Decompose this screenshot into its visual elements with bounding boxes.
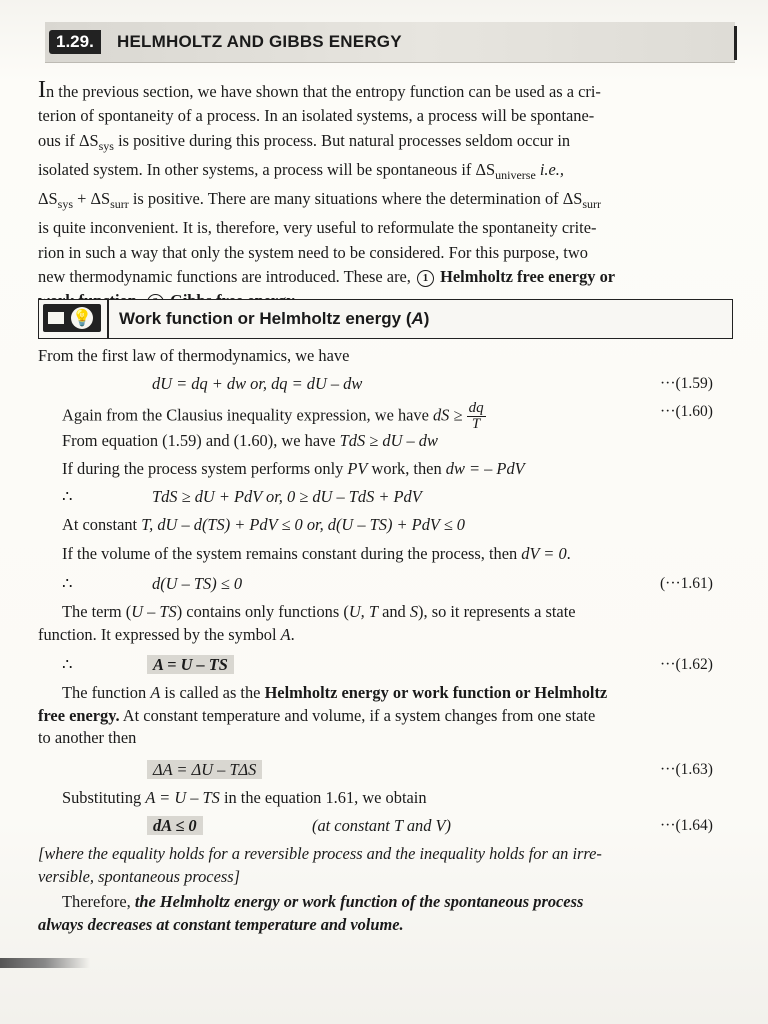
text: work, then [367,459,446,478]
intro-text: n the previous section, we have shown that the entropy function can be used as a cri- [46,82,601,101]
body-text [62,787,427,809]
section-number: 1.29. [49,30,101,54]
therefore-symbol: ∴ [62,574,73,593]
section-heading [45,22,735,63]
equation-number: ···(1.64) [660,817,713,834]
highlighted-equation: ΔA = ΔU – TΔS [147,760,262,779]
title-var: A [411,309,424,328]
note-line: versible, spontaneous process] [38,866,240,886]
intro-text: i.e., [535,159,565,179]
intro-text: new thermodynamic functions are introduced. These are, [38,267,416,287]
equation-1-62 [147,654,234,676]
title-text: Work function or Helmholtz energy ( [119,309,412,328]
scan-smudge [0,958,90,968]
note-line: [where the equality holds for a reversible process and the inequality holds for an irre- [38,844,602,863]
body-text [62,401,486,432]
intro-line-1 [38,77,733,104]
conclusion [62,891,583,913]
emphasized-text: the Helmholtz energy or work function of the spontaneous process [134,892,584,911]
inline-var: A [280,625,291,644]
text: ), so it represents a state [418,602,576,621]
text: Again from the Clausius inequality expression, we have [62,405,433,425]
inline-var: PV [347,459,368,478]
equation-number: ···(1.59) [660,375,713,392]
subscript: surr [110,197,129,212]
inline-equation: , dU – d(TS) + PdV ≤ 0 or, d(U – TS) + PdV ≤ 0 [149,515,465,534]
intro-line-5 [38,187,733,216]
intro-text: + ΔS [73,189,111,209]
emphasized-text: always decreases at constant temperature and volume. [38,915,404,934]
inline-equation: U – TS [131,602,177,621]
body-text [62,514,465,536]
text: Therefore, [62,892,135,911]
intro-line-8 [38,265,733,289]
inline-equation: dV = 0 [521,544,567,563]
bold-term: Helmholtz energy or work function or Helmholtz [264,683,608,702]
bulb-shape: 💡 [72,308,92,327]
fraction [467,401,486,432]
lightbulb-icon [43,304,101,332]
equation-1-63 [147,759,262,781]
inline-equation: dw = – PdV [445,459,525,478]
body-text [38,705,595,727]
text: ) contains only functions ( [176,602,349,621]
equation-number: (···1.61) [660,575,713,592]
text: . [290,625,295,644]
subsection-heading [38,299,733,339]
intro-text: is positive during this process. But natural processes seldom occur in [113,130,571,150]
text: in the equation 1.61, we obtain [219,788,427,807]
body-text [62,682,607,704]
intro-text: ous if ΔS [38,130,99,150]
heading-rule [734,26,737,60]
drop-cap: I [38,77,46,103]
equation-condition: (at constant T and V) [312,816,452,835]
highlighted-equation: A = U – TS [147,655,234,674]
text: The function [62,683,151,702]
text: If the volume of the system remains constant during the process, then [62,544,522,563]
text: At constant [62,515,142,534]
bold-term: free energy. [38,706,120,725]
inline-var: U, T [348,602,378,621]
circled-number: 1 [417,270,434,287]
title-text: ) [423,309,430,328]
body-text [62,458,525,480]
text: function. It expressed by the symbol [38,625,281,644]
text: is called as the [160,683,265,702]
highlighted-equation: dA ≤ 0 [147,816,203,835]
body-text [62,601,576,623]
body-text [38,624,295,646]
equation-1-61: d(U – TS) ≤ 0 [152,574,243,593]
subsection-title [119,308,429,330]
subscript: surr [582,197,602,212]
body-text: to another then [38,728,137,747]
intro-line-3 [38,129,733,158]
therefore-symbol: ∴ [62,655,73,674]
equation-number: ···(1.62) [660,656,713,673]
intro-text: isolated system. In other systems, a process will be spontaneous if ΔS [38,159,496,179]
text: Substituting [62,788,146,807]
equation-1-59: dU = dq + dw or, dq = dU – dw [152,374,363,393]
note [38,843,733,888]
subscript: sys [57,197,73,212]
body-text: From the first law of thermodynamics, we have [38,346,350,365]
body-text [62,543,571,565]
equation-number: ···(1.63) [660,761,713,778]
text: The term ( [62,602,132,621]
intro-text: ΔS [38,189,58,209]
intro-paragraph [38,77,733,314]
intro-line-7: rion in such a way that only the system need to be considered. For this purpose, two [38,242,588,262]
numerator: dq [468,400,484,416]
equation-1-64 [147,815,203,837]
inline-var: S [409,602,419,621]
inline-equation: TdS ≥ dU – dw [339,431,438,450]
conclusion [38,914,404,936]
inline-equation: A = U – TS [145,788,220,807]
inline-var: T [141,515,150,534]
intro-text: is positive. There are many situations where the determination of ΔS [128,189,583,209]
denominator: T [471,416,481,432]
equation-number: ···(1.60) [660,403,713,420]
text: If during the process system performs only [62,459,348,478]
intro-line-4 [38,158,733,187]
body-text [62,430,438,452]
therefore-symbol: ∴ [62,487,73,506]
text: and [377,602,410,621]
intro-line-2: terion of spontaneity of a process. In an isolated systems, a process will be spontane- [38,106,595,126]
subscript: universe [495,167,536,182]
text: . [566,544,571,563]
text: At constant temperature and volume, if a system changes from one state [119,706,596,725]
book-shape [48,312,64,324]
subscript: sys [98,138,114,153]
inline-var: A [150,683,161,702]
text: From equation (1.59) and (1.60), we have [62,431,340,450]
equation: TdS ≥ dU + PdV or, 0 ≥ dU – TdS + PdV [152,487,422,506]
heading-divider [107,300,109,338]
term-helmholtz: Helmholtz free energy or [440,267,616,287]
section-title: HELMHOLTZ AND GIBBS ENERGY [117,32,402,51]
equation-1-60: dS ≥ [432,405,467,425]
intro-line-6: is quite inconvenient. It is, therefore, very useful to reformulate the spontaneity crite- [38,218,597,238]
